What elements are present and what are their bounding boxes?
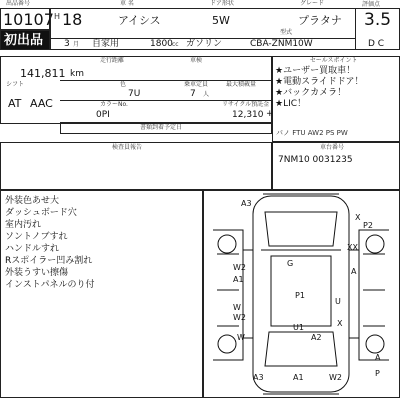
damage-label: P1: [295, 291, 305, 300]
color-label: 色: [120, 81, 127, 88]
damage-label: U1: [293, 323, 304, 332]
era-mark: H: [54, 12, 61, 21]
damage-label: X: [355, 213, 361, 222]
sales-point: ★ユーザー買取車！: [275, 66, 356, 76]
capacity-label: 乗車定員: [184, 81, 209, 88]
interior-exterior-score: D C: [368, 39, 385, 49]
lot-number-box: [0, 8, 54, 30]
chassis-number: 7NM10 0031235: [278, 155, 353, 165]
model-label: 型式: [280, 29, 293, 36]
sales-point: ★LIC！: [275, 99, 307, 109]
damage-label: W2: [233, 313, 246, 322]
shift-label: シフト: [6, 81, 25, 88]
sales-points-title: セールスポイント: [310, 57, 358, 64]
recycle-flag: +: [266, 109, 274, 119]
lot-number: 10107: [3, 10, 54, 29]
score-value: 3.5: [364, 10, 392, 30]
damage-label: W: [237, 333, 245, 342]
mileage-value: 141,811: [20, 67, 66, 80]
first-listing-badge: [0, 30, 50, 50]
damage-label: W2: [233, 263, 246, 272]
lot-label-cell: [0, 0, 48, 8]
report-item: ソントノブすれ: [5, 232, 68, 242]
shift-value: AT: [8, 97, 22, 110]
report-item: 外装色あせ大: [5, 196, 60, 206]
damage-label: A3: [253, 373, 264, 382]
aircon-value: AAC: [30, 97, 53, 110]
fuel: ガソリン: [186, 39, 223, 49]
color-change-label: カラーNo.: [100, 101, 128, 108]
sales-point: ★電動スライドドア！: [275, 77, 364, 87]
grade-label: グレード: [300, 0, 325, 7]
damage-label: U: [335, 297, 341, 306]
mileage-label: 走行距離: [100, 57, 125, 64]
equipment-codes: パノ FTU AW2 PS PW: [276, 129, 348, 137]
damage-label: W2: [329, 373, 342, 382]
report-item: ダッシュボード穴: [5, 208, 77, 218]
month-unit: 月: [73, 41, 80, 48]
color-number: 0PI: [96, 110, 110, 120]
mileage-unit: km: [70, 69, 84, 79]
displacement-unit: cc: [172, 41, 179, 48]
damage-label: W: [233, 303, 241, 312]
sales-point: ★バックカメラ！: [275, 88, 347, 98]
car-name-label: 車 名: [120, 0, 134, 7]
damage-label: A1: [293, 373, 304, 382]
capacity-value: 7: [190, 89, 196, 99]
damage-label: P2: [363, 221, 373, 230]
report-item: インストパネルのり付: [5, 280, 95, 290]
model-code: CBA-ZNM10W: [250, 39, 313, 49]
inspector-report-title: 検査員報告: [112, 144, 143, 151]
recycle-value: 12,310: [232, 110, 264, 120]
capacity-unit: 人: [203, 91, 210, 98]
displacement: 1800: [150, 39, 173, 49]
report-item: Rスポイラー凹み割れ: [5, 256, 93, 266]
report-item: 室内汚れ: [5, 220, 42, 230]
damage-label: XX: [347, 243, 358, 252]
damage-label: X: [337, 319, 343, 328]
damage-label: G: [287, 259, 294, 268]
model-year: 18: [62, 10, 83, 29]
chassis-title: 車台番号: [320, 144, 345, 151]
document-label: 書類到着予定日: [140, 124, 183, 131]
grade-name: プラタナ: [298, 14, 342, 27]
first-listing-text: 初出品: [4, 33, 44, 48]
recycle-label: リサイクル預託金: [222, 101, 270, 108]
inspection-label: 車検: [190, 57, 203, 64]
report-item: ハンドルすれ: [5, 244, 60, 254]
damage-label: P: [375, 369, 380, 378]
damage-label: A3: [241, 199, 252, 208]
usage: 自家用: [92, 39, 120, 49]
color-code: 7U: [128, 89, 141, 99]
reg-month: 3: [64, 39, 70, 49]
load-label: 最大積載量: [226, 81, 257, 88]
report-item: 外装うすい擦傷: [5, 268, 69, 278]
door-type: 5W: [212, 14, 230, 27]
damage-label: A: [375, 353, 381, 362]
damage-label: A2: [311, 333, 322, 342]
damage-map-frame: [203, 190, 400, 398]
doors-label: ドア形状: [210, 0, 234, 7]
score-label: 評価点: [362, 1, 381, 8]
lot-label: 出品番号: [6, 0, 31, 7]
damage-label: A: [351, 267, 357, 276]
damage-label: A1: [233, 275, 244, 284]
car-name: アイシス: [118, 14, 161, 27]
